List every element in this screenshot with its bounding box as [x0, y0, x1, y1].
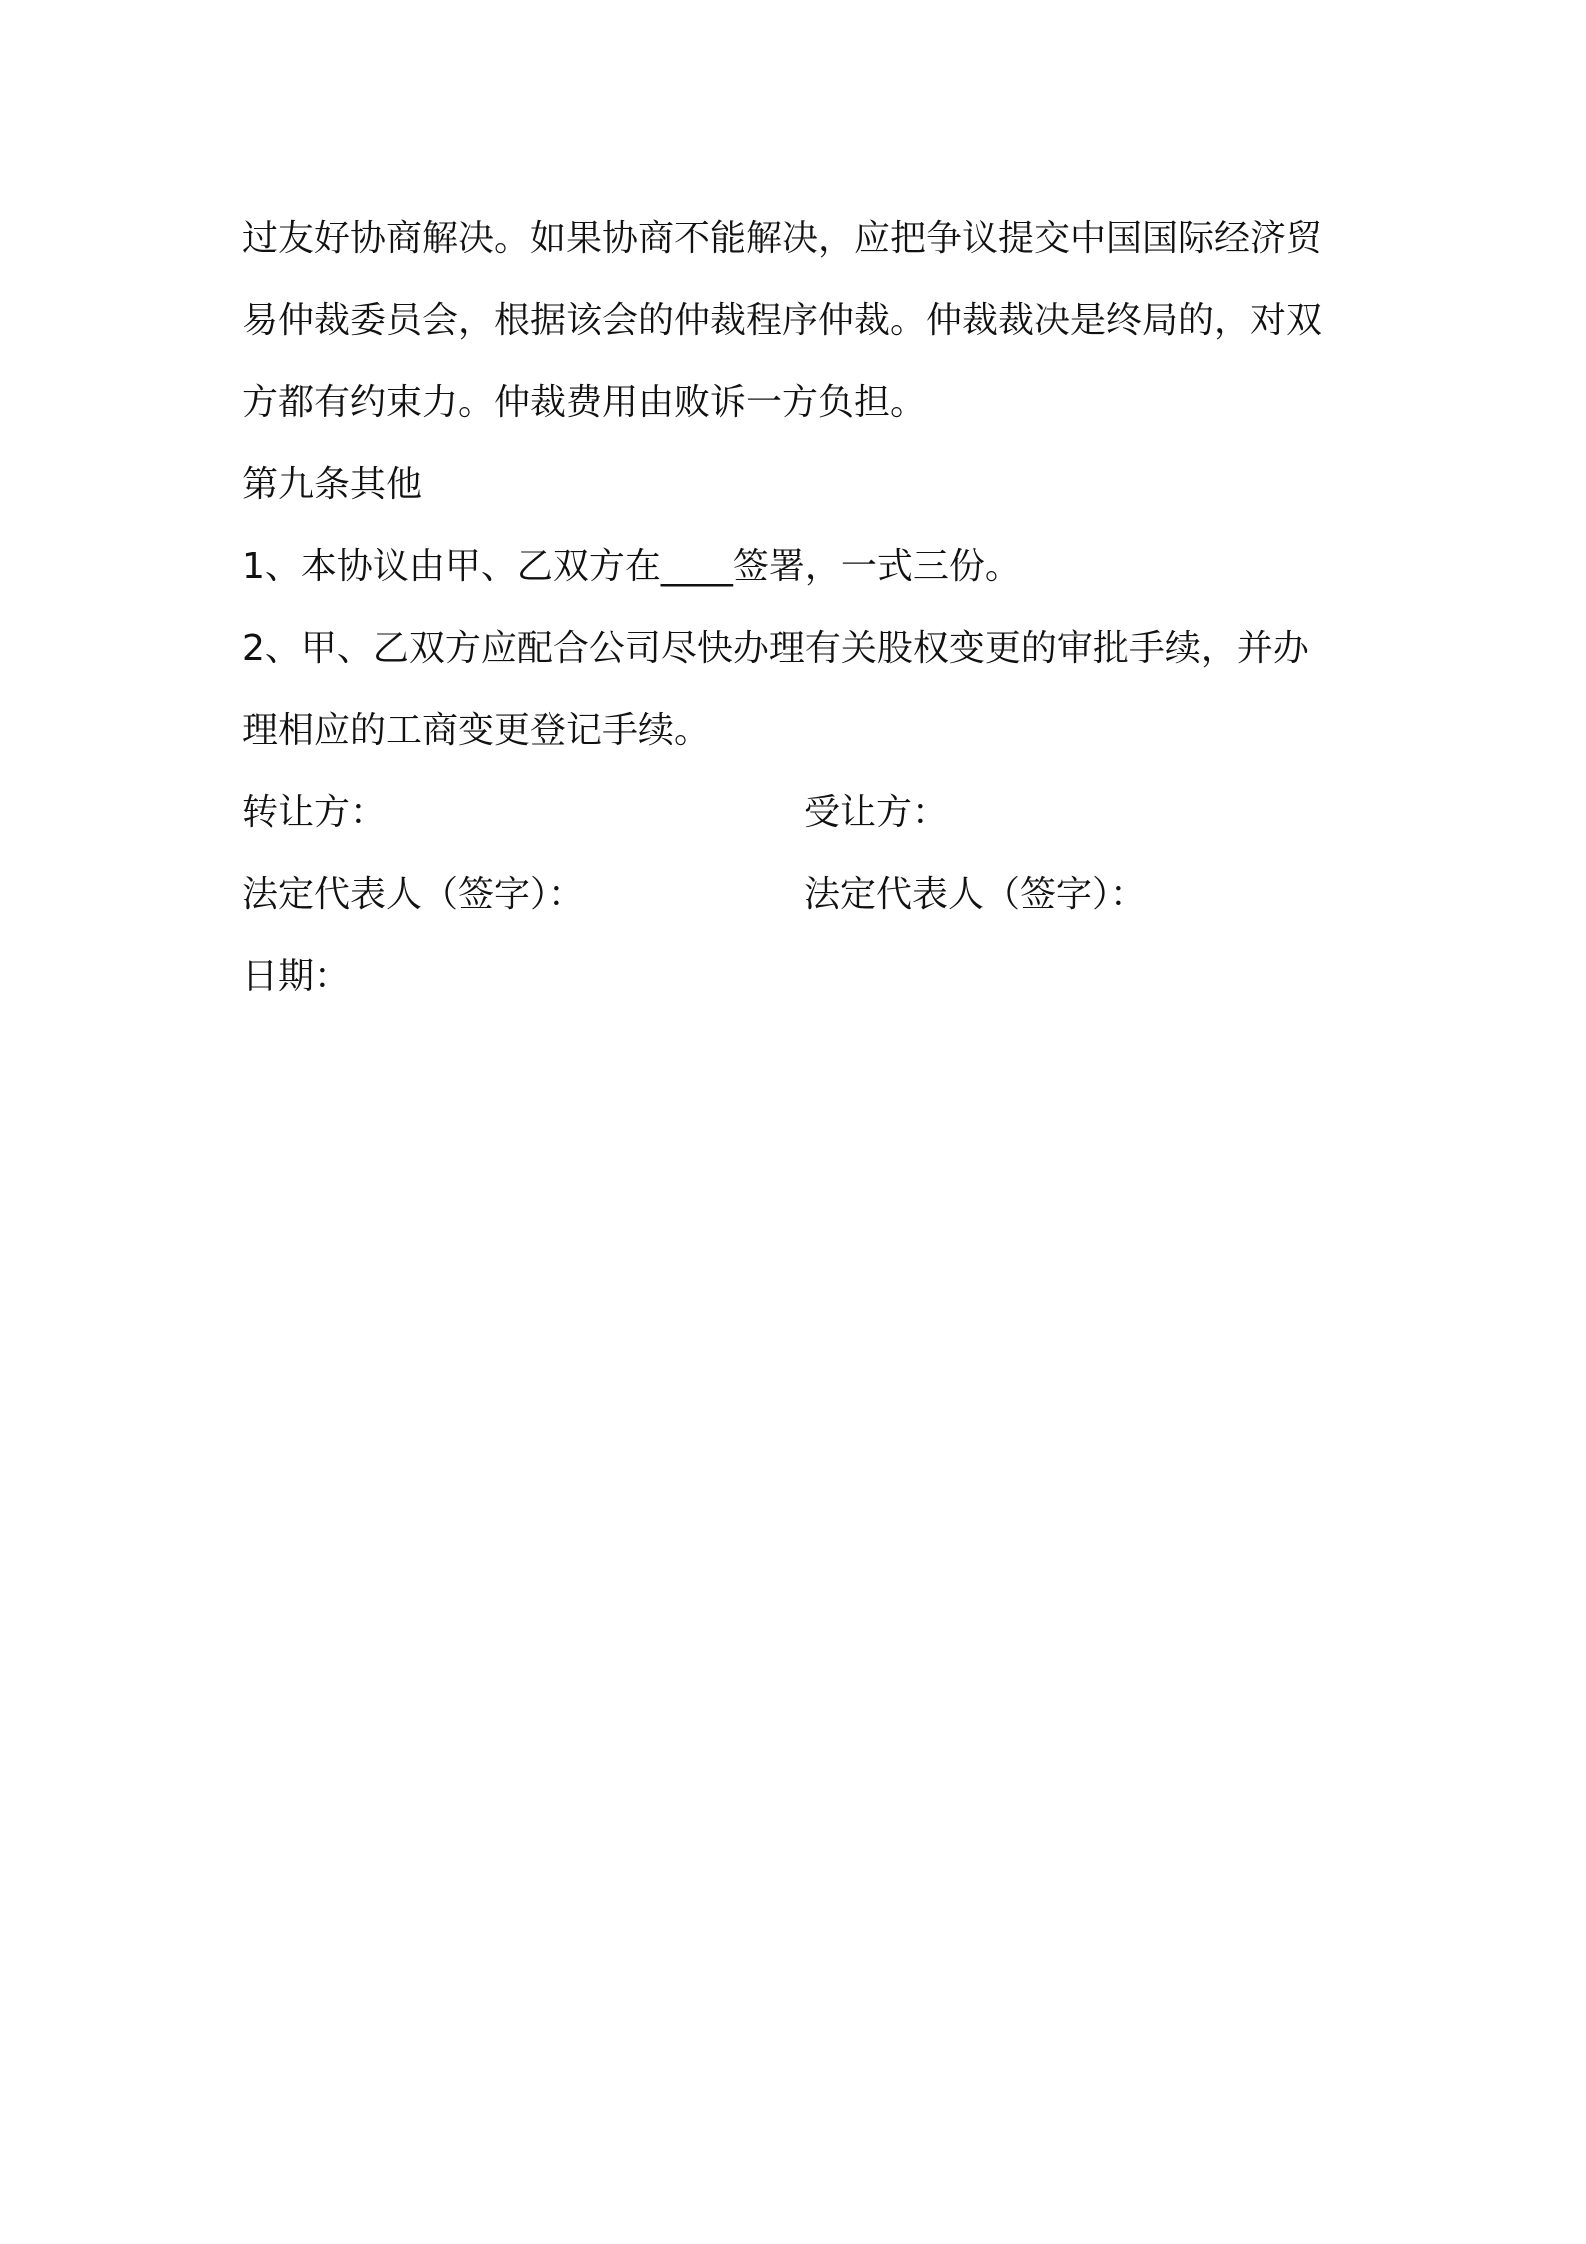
- arbitration-line-3: 方都有约束力。仲裁费用由败诉一方负担。: [242, 382, 927, 423]
- clause-2: [242, 608, 1352, 772]
- arbitration-line-2: 易仲裁委员会，根据该会的仲裁程序仲裁。仲裁裁决是终局的，对双: [242, 300, 1323, 341]
- transferee-representative-label: 法定代表人（签字）：: [804, 874, 1147, 915]
- article-nine-heading-text: 第九条其他: [242, 464, 423, 505]
- transferee-label: 受让方：: [804, 792, 949, 833]
- clause-2-line-2: 理相应的工商变更登记手续。: [242, 710, 711, 751]
- date-label: 日期：: [242, 956, 351, 997]
- transferor-representative-label: 法定代表人（签字）：: [242, 874, 585, 915]
- clause-2-line-1: 2、甲、乙双方应配合公司尽快办理有关股权变更的审批手续，并办: [242, 628, 1309, 669]
- arbitration-line-1: 过友好协商解决。如果协商不能解决，应把争议提交中国国际经济贸: [242, 218, 1323, 259]
- party-row: [242, 772, 1352, 854]
- article-nine-heading: [242, 444, 1352, 526]
- arbitration-paragraph: [242, 198, 1352, 444]
- clause-1-text: 1、本协议由甲、乙双方在____签署，一式三份。: [242, 546, 1021, 587]
- representative-row: [242, 854, 1352, 936]
- date-row: [242, 936, 1352, 1018]
- clause-1: [242, 526, 1352, 608]
- transferor-label: 转让方：: [242, 792, 387, 833]
- document-body: [242, 198, 1352, 1018]
